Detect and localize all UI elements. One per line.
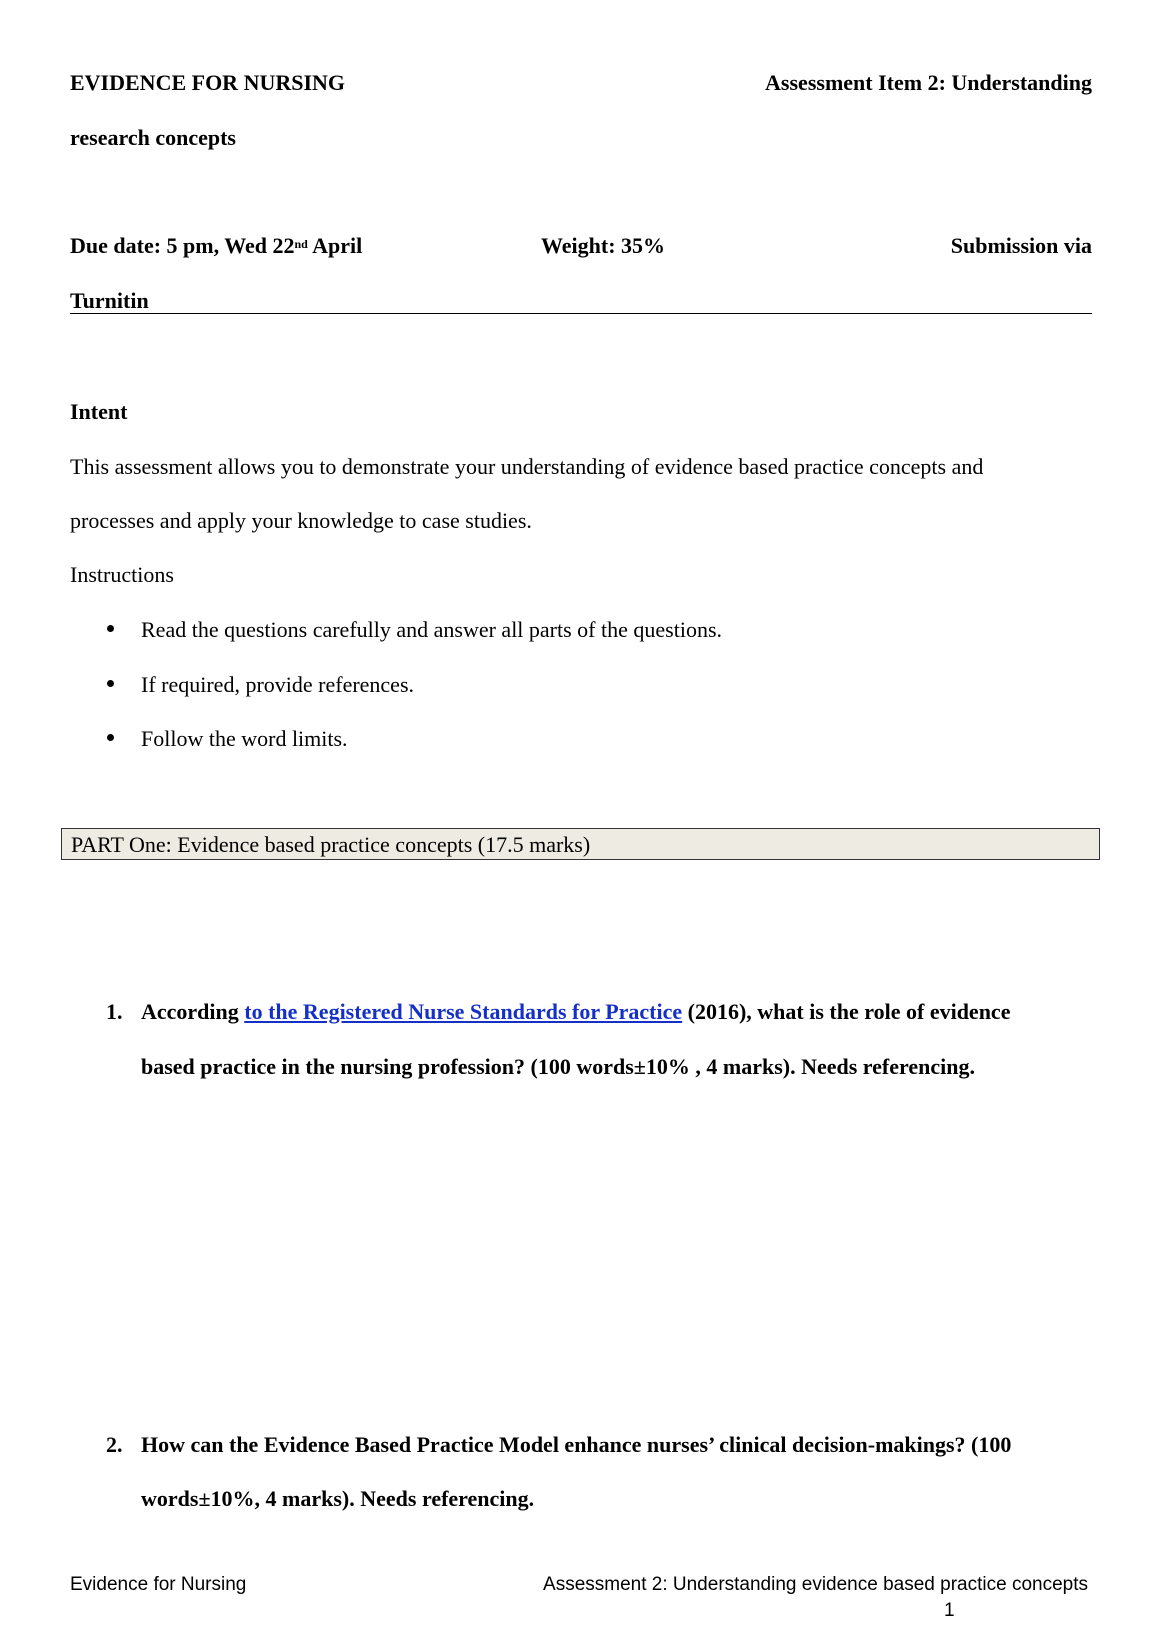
due-date-ordinal: nd	[294, 237, 308, 251]
bullet-icon	[107, 734, 114, 741]
instruction-item: If required, provide references.	[141, 672, 415, 697]
instruction-item: Read the questions carefully and answer all parts of the questions.	[141, 617, 723, 642]
intent-text-line-1: This assessment allows you to demonstrate your understanding of evidence based practice concepts and	[70, 454, 984, 479]
bullet-icon	[107, 625, 114, 632]
rn-standards-link[interactable]: to the Registered Nurse Standards for Practice	[244, 999, 683, 1024]
instruction-item: Follow the word limits.	[141, 726, 348, 751]
bullet-icon	[107, 680, 114, 687]
course-title: EVIDENCE FOR NURSING	[70, 70, 346, 95]
intent-text-line-2: processes and apply your knowledge to case studies.	[70, 508, 532, 533]
page-number: 1	[944, 1600, 955, 1621]
assessment-title-continued: research concepts	[70, 125, 236, 150]
assessment-title: Assessment Item 2: Understanding	[765, 70, 1092, 95]
part-one-title: PART One: Evidence based practice concepts (17.5 marks)	[71, 832, 591, 857]
due-date-suffix: April	[307, 233, 363, 258]
question-2-number: 2.	[106, 1432, 123, 1457]
part-one-section-heading	[61, 828, 1100, 860]
weight: Weight: 35%	[541, 233, 666, 258]
submission-method-continued: Turnitin	[70, 288, 149, 313]
question-1-number: 1.	[106, 999, 123, 1024]
question-1-line-2: based practice in the nursing profession? (100 words±10% , 4 marks). Needs referencing.	[141, 1054, 975, 1079]
question-1-line-1	[141, 999, 1010, 1025]
due-date-prefix: Due date: 5 pm, Wed 22	[70, 233, 295, 258]
footer-left: Evidence for Nursing	[70, 1574, 247, 1595]
instructions-heading: Instructions	[70, 562, 174, 587]
question-2-line-2: words±10%, 4 marks). Needs referencing.	[141, 1486, 535, 1511]
question-2-line-1: How can the Evidence Based Practice Model enhance nurses’ clinical decision-makings? (100	[141, 1432, 1012, 1457]
due-date	[70, 233, 362, 259]
question-1-prefix: According	[141, 999, 245, 1024]
header-divider	[70, 313, 1092, 314]
footer-right: Assessment 2: Understanding evidence based practice concepts	[543, 1574, 1088, 1595]
submission-method: Submission via	[950, 233, 1092, 258]
question-1-suffix: (2016), what is the role of evidence	[682, 999, 1011, 1024]
intent-heading: Intent	[70, 399, 128, 424]
